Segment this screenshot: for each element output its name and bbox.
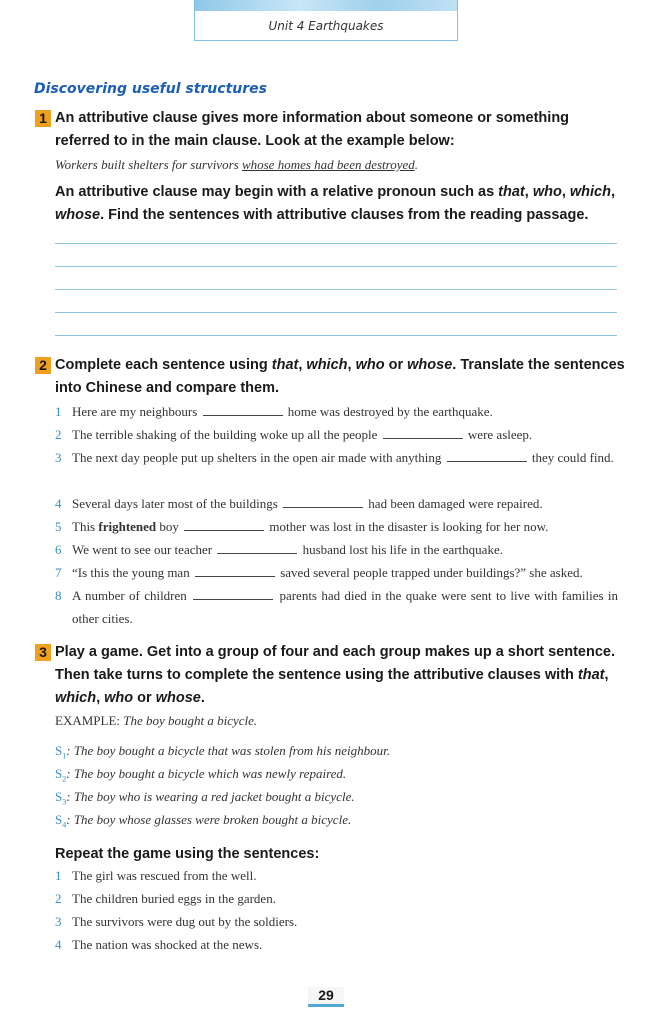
game-example [55,713,257,729]
keyword-that: that [498,184,525,200]
item-number: 1 [55,404,62,419]
ex2-item-5: 5 This frightened boy mother was lost in the disaster is looking for her now. [55,515,618,538]
keyword-who: who [104,690,134,706]
answer-line-4[interactable] [55,312,617,313]
ex2-item-2: 2 The terrible shaking of the building woke up all the people were asleep. [55,423,618,446]
item-number: 5 [55,519,62,534]
item-number: 2 [55,427,62,442]
section-title: Discovering useful structures [34,81,267,97]
student-line-3: $S_3$: The boy who is wearing a red jacket bought a bicycle. [55,789,355,807]
fill-in-blank[interactable] [217,541,297,554]
exercise-2-number: 2 [35,357,51,374]
keyword-who: who [532,184,562,200]
item-number: 4 [55,937,62,952]
example-attributive-clause: whose homes had been destroyed [241,157,415,172]
unit-header [194,0,458,41]
keyword-that: that [271,357,299,373]
keyword-whose: whose [407,357,453,373]
item-number: 6 [55,542,62,557]
unit-title: Unit 4 Earthquakes [268,19,384,33]
fill-in-blank[interactable] [184,518,264,531]
keyword-that: that [577,667,605,683]
item-number: 2 [55,891,62,906]
answer-line-1[interactable] [55,243,617,244]
repeat-item-3: 3 The survivors were dug out by the soldiers. [55,910,618,933]
item-number: 3 [55,450,62,465]
keyword-which: which [55,690,97,706]
example-sentence: The boy bought a bicycle. [123,713,258,728]
keyword-whose: whose [155,690,201,706]
fill-in-blank[interactable] [383,426,463,439]
student-line-4: $S_4$: The boy whose glasses were broken bought a bicycle. [55,812,352,830]
exercise-3-instruction: Play a game. Get into a group of four and each group makes up a short sentence. Then take turns to complete the sentence using the attributive clauses with that, which, who or whose. [55,644,615,706]
repeat-item-1: 1 The girl was rescued from the well. [55,864,618,887]
exercise-1-instruction: An attributive clause gives more information about someone or something referred to in the main clause. Look at the example below: [55,110,570,149]
repeat-heading: Repeat the game using the sentences: [55,846,320,862]
page-number: 29 [308,987,344,1007]
bold-word: frightened [98,519,157,534]
keyword-which: which [306,357,348,373]
answer-line-3[interactable] [55,289,617,290]
item-number: 1 [55,868,62,883]
exercise-1-instruction-2: An attributive clause may begin with a relative pronoun such as that, who, which, whose. Find the sentences with attributive clauses from the reading passage. [55,184,616,223]
item-number: 3 [55,914,62,929]
fill-in-blank[interactable] [447,449,527,462]
repeat-item-4: 4 The nation was shocked at the news. [55,933,618,956]
item-number: 4 [55,496,62,511]
item-number: 7 [55,565,62,580]
exercise-1-example [55,157,418,173]
fill-in-blank[interactable] [283,495,363,508]
fill-in-blank[interactable] [203,403,283,416]
ex2-item-1: 1 Here are my neighbours home was destroyed by the earthquake. [55,400,618,423]
example-label: EXAMPLE: [55,713,120,728]
header-decoration [195,0,457,11]
ex2-item-4: 4 Several days later most of the buildings had been damaged were repaired. [55,492,618,515]
example-main-clause: Workers built shelters for survivors [55,157,242,172]
keyword-whose: whose [55,207,101,223]
student-line-1: $S_1$: The boy bought a bicycle that was stolen from his neighbour. [55,743,391,761]
keyword-who: who [355,357,385,373]
student-line-2: $S_2$: The boy bought a bicycle which was newly repaired. [55,766,347,784]
repeat-item-2: 2 The children buried eggs in the garden. [55,887,618,910]
answer-line-5[interactable] [55,335,617,336]
fill-in-blank[interactable] [195,564,275,577]
ex2-item-8: 8 A number of children parents had died in the quake were sent to live with families in other cities. [55,584,618,630]
exercise-2-instruction: Complete each sentence using that, which, who or whose. Translate the sentences into Chinese and compare them. [55,357,625,396]
fill-in-blank[interactable] [193,587,273,600]
exercise-3-number: 3 [35,644,51,661]
example-period: . [414,157,419,172]
answer-line-2[interactable] [55,266,617,267]
item-number: 8 [55,588,62,603]
keyword-which: which [569,184,611,200]
ex2-item-3: 3 The next day people put up shelters in the open air made with anything they could find. [55,446,618,469]
exercise-1-number: 1 [35,110,51,127]
ex2-item-7: 7 “Is this the young man saved several people trapped under buildings?” she asked. [55,561,618,584]
ex2-item-6: 6 We went to see our teacher husband lost his life in the earthquake. [55,538,618,561]
